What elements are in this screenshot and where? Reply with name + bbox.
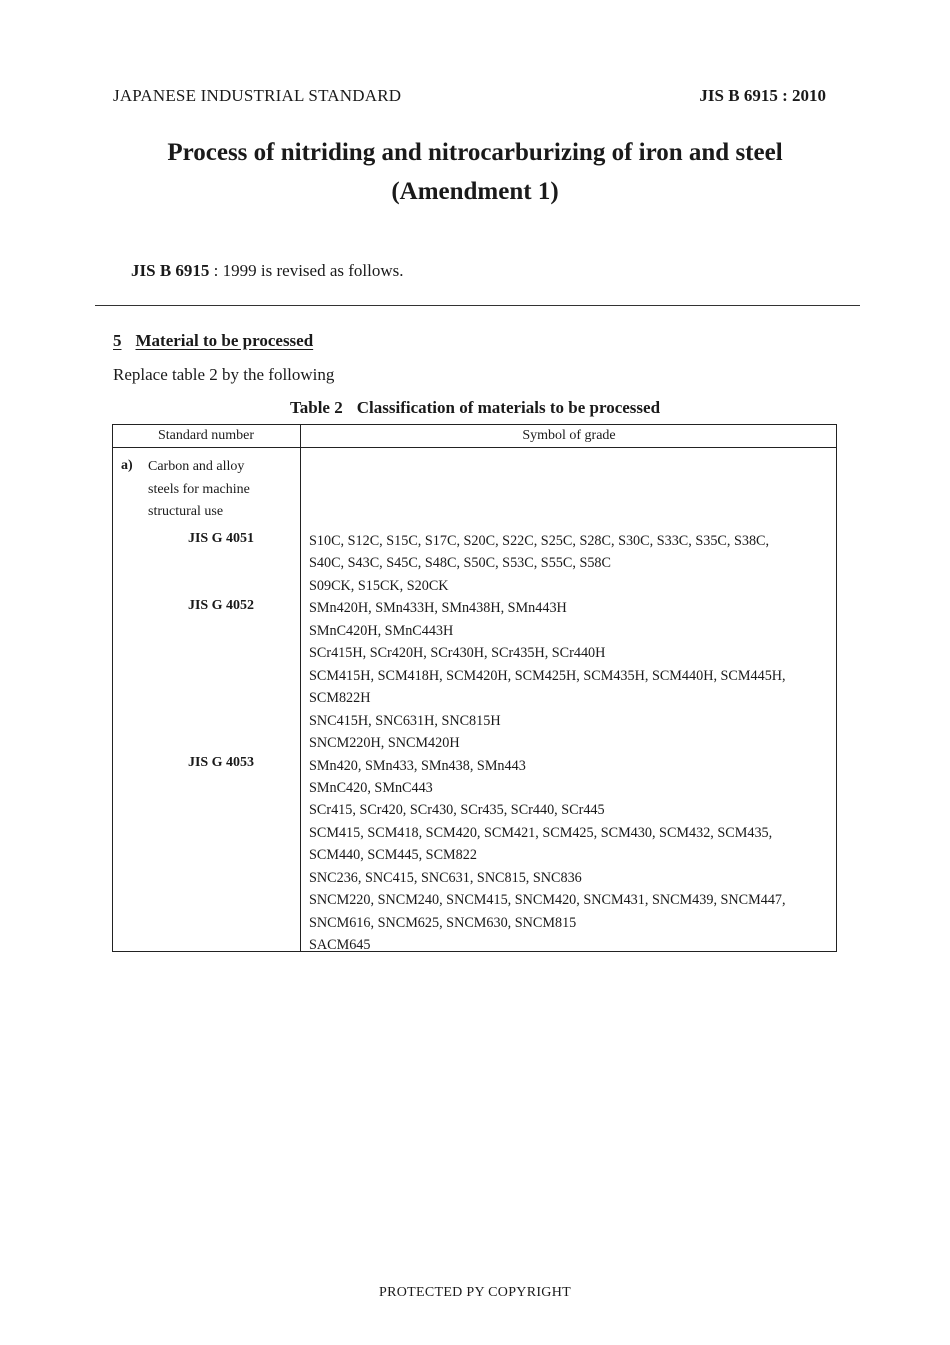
grade-line: SNCM220, SNCM240, SNCM415, SNCM420, SNCM431, SNCM439, SNCM447,: [309, 892, 786, 909]
grade-line: SNCM220H, SNCM420H: [309, 735, 460, 752]
category-line: Carbon and alloy: [148, 459, 245, 474]
grade-line: SCM415H, SCM418H, SCM420H, SCM425H, SCM435H, SCM440H, SCM445H,: [309, 667, 786, 684]
horizontal-rule: [95, 305, 860, 306]
table-caption: [0, 398, 950, 418]
table-header-standard-number: Standard number: [157, 428, 255, 443]
revision-code: JIS B 6915: [131, 261, 210, 280]
grade-line: S10C, S12C, S15C, S17C, S20C, S22C, S25C, S28C, S30C, S33C, S35C, S38C,: [309, 533, 770, 549]
header-standard-label: JAPANESE INDUSTRIAL STANDARD: [113, 86, 402, 105]
replace-instruction: Replace table 2 by the following: [113, 365, 335, 384]
grade-line: SNC415H, SNC631H, SNC815H: [309, 712, 501, 729]
revision-text: : 1999 is revised as follows.: [209, 261, 404, 280]
grade-line: S40C, S43C, S45C, S48C, S50C, S53C, S55C, S58C: [309, 555, 611, 572]
grade-line: S09CK, S15CK, S20CK: [309, 577, 449, 594]
grade-line: SMnC420H, SMnC443H: [309, 622, 454, 639]
grade-line: SCM822H: [309, 690, 371, 707]
section-number: 5: [113, 331, 122, 350]
document-title: Process of nitriding and nitrocarburizing of iron and steel: [167, 139, 783, 166]
revision-statement: [131, 261, 404, 281]
grade-line: SMn420H, SMn433H, SMn438H, SMn443H: [309, 600, 567, 617]
section-title: Material to be processed: [135, 331, 314, 350]
grade-symbols: [309, 530, 834, 957]
table-caption-title: Classification of materials to be processed: [356, 398, 661, 417]
grade-line: SCr415, SCr420, SCr430, SCr435, SCr440, SCr445: [309, 802, 605, 819]
table-column-divider: [300, 424, 301, 952]
grade-line: SCM440, SCM445, SCM822: [309, 847, 477, 864]
grade-line: SNCM616, SNCM625, SNCM630, SNCM815: [309, 914, 577, 931]
standard-jis-g-4053: JIS G 4053: [187, 755, 255, 770]
table-caption-number: Table 2: [289, 398, 343, 417]
grade-line: SACM645: [309, 937, 371, 954]
standard-jis-g-4051: JIS G 4051: [187, 531, 255, 546]
table-header-symbol-of-grade: Symbol of grade: [522, 428, 616, 443]
copyright-footer: PROTECTED PY COPYRIGHT: [379, 1285, 571, 1300]
grade-line: SMnC420, SMnC443: [309, 779, 433, 796]
category-description: [148, 456, 298, 524]
grade-line: SMn420, SMn433, SMn438, SMn443: [309, 757, 526, 774]
header-standard-code: JIS B 6915 : 2010: [699, 86, 826, 105]
document-subtitle: (Amendment 1): [391, 178, 559, 205]
grade-line: SNC236, SNC415, SNC631, SNC815, SNC836: [309, 869, 582, 886]
grade-line: SCr415H, SCr420H, SCr430H, SCr435H, SCr440H: [309, 645, 606, 662]
section-heading: [113, 331, 313, 351]
grade-line: SCM415, SCM418, SCM420, SCM421, SCM425, SCM430, SCM432, SCM435,: [309, 824, 773, 841]
category-letter: a): [121, 458, 133, 473]
category-line: structural use: [148, 504, 224, 519]
category-line: steels for machine: [148, 481, 250, 497]
standard-jis-g-4052: JIS G 4052: [187, 598, 255, 613]
table-header-divider: [112, 447, 837, 448]
